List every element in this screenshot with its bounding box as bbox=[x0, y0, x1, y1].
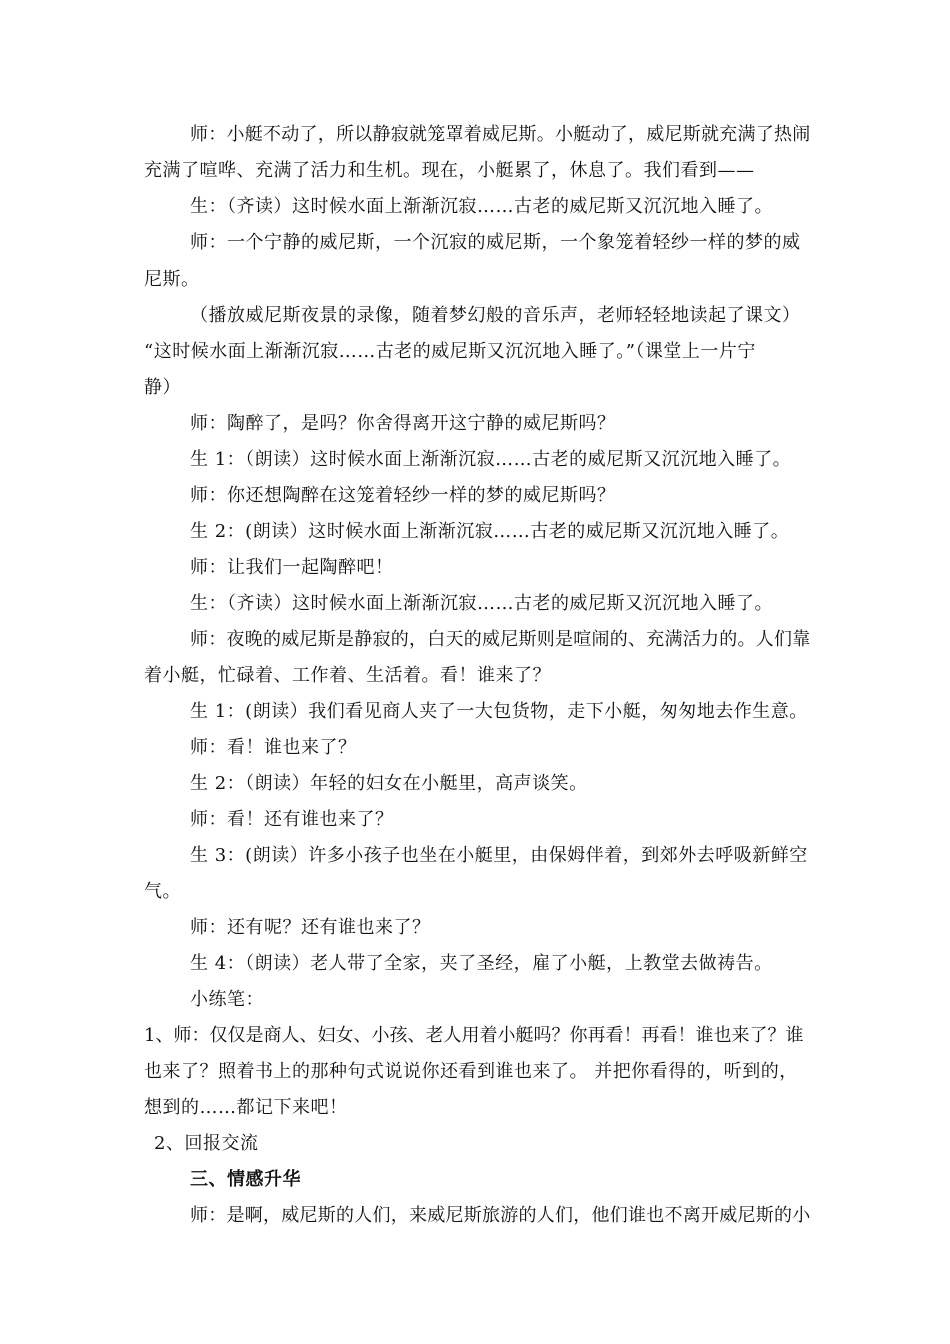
text-line: 小练笔： bbox=[190, 989, 264, 1010]
text-line: 师：夜晚的威尼斯是静寂的，白天的威尼斯则是喧闹的、充满活力的。人们靠 bbox=[190, 629, 811, 650]
text-line: 1、师：仅仅是商人、妇女、小孩、老人用着小艇吗？你再看！再看！谁也来了？谁 bbox=[144, 1025, 804, 1046]
text-line: 生 4：（朗读）老人带了全家，夹了圣经，雇了小艇，上教堂去做祷告。 bbox=[190, 953, 773, 974]
text-line: 师：看！谁也来了？ bbox=[190, 737, 357, 758]
text-line: （播放威尼斯夜景的录像，随着梦幻般的音乐声，老师轻轻地读起了课文） bbox=[190, 305, 801, 326]
text-line: 着小艇，忙碌着、工作着、生活着。看！谁来了？ bbox=[144, 665, 551, 686]
text-line: 师：一个宁静的威尼斯，一个沉寂的威尼斯，一个象笼着轻纱一样的梦的威 bbox=[190, 232, 801, 253]
text-line: 生 1：(朗读）我们看见商人夹了一大包货物，走下小艇，匆匆地去作生意。 bbox=[190, 701, 808, 722]
text-line: “这时候水面上渐渐沉寂……古老的威尼斯又沉沉地入睡了。”（课堂上一片宁 bbox=[144, 341, 756, 362]
text-line: 想到的……都记下来吧！ bbox=[144, 1097, 348, 1118]
text-line: 也来了？照着书上的那种句式说说你还看到谁也来了。 并把你看得的，听到的， bbox=[144, 1061, 798, 1082]
text-line: 师：你还想陶醉在这笼着轻纱一样的梦的威尼斯吗？ bbox=[190, 485, 616, 506]
text-line: 师：小艇不动了，所以静寂就笼罩着威尼斯。小艇动了，威尼斯就充满了热闹 bbox=[190, 124, 811, 145]
text-line: 充满了喧哗、充满了活力和生机。现在，小艇累了，休息了。我们看到—— bbox=[144, 160, 755, 181]
text-line: 静） bbox=[144, 377, 181, 398]
text-line: 2、回报交流 bbox=[154, 1133, 259, 1154]
text-line: 师：让我们一起陶醉吧！ bbox=[190, 557, 394, 578]
text-line: 师：是啊，威尼斯的人们，来威尼斯旅游的人们，他们谁也不离开威尼斯的小 bbox=[190, 1205, 811, 1226]
text-line: 生：（齐读）这时候水面上渐渐沉寂……古老的威尼斯又沉沉地入睡了。 bbox=[190, 593, 773, 614]
section-heading: 三、情感升华 bbox=[190, 1169, 301, 1190]
text-line: 生 2：（朗读）年轻的妇女在小艇里，高声谈笑。 bbox=[190, 773, 588, 794]
text-line: 师：还有呢？还有谁也来了？ bbox=[190, 917, 431, 938]
text-line: 生 2：(朗读）这时候水面上渐渐沉寂……古老的威尼斯又沉沉地入睡了。 bbox=[190, 521, 790, 542]
text-line: 生 3：(朗读）许多小孩子也坐在小艇里，由保姆伴着，到郊外去呼吸新鲜空 bbox=[190, 845, 808, 866]
text-line: 生 1：（朗读）这时候水面上渐渐沉寂……古老的威尼斯又沉沉地入睡了。 bbox=[190, 449, 792, 470]
text-line: 生：（齐读）这时候水面上渐渐沉寂……古老的威尼斯又沉沉地入睡了。 bbox=[190, 196, 773, 217]
text-line: 气。 bbox=[144, 881, 181, 902]
text-line: 师：看！还有谁也来了？ bbox=[190, 809, 394, 830]
text-line: 尼斯。 bbox=[144, 269, 200, 290]
text-line: 师：陶醉了，是吗？你舍得离开这宁静的威尼斯吗？ bbox=[190, 413, 616, 434]
